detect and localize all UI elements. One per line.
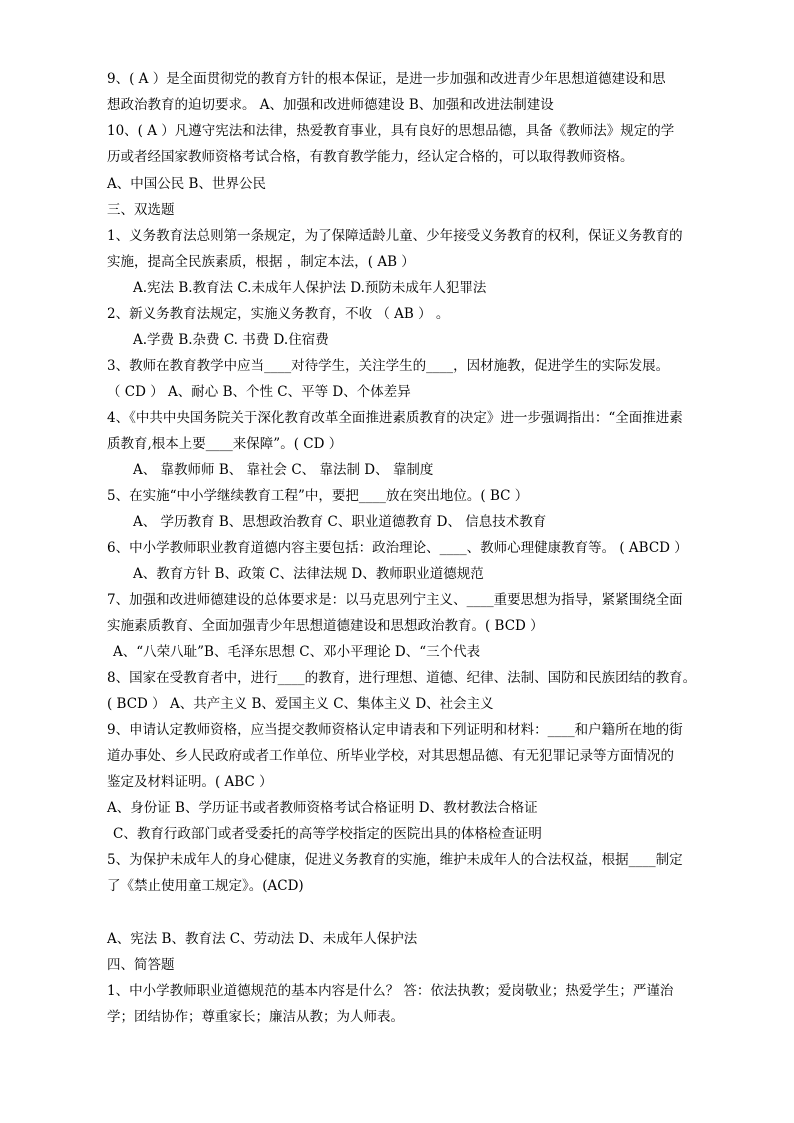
dq4-options: A、 靠教师师 B、 靠社会 C、 靠法制 D、 靠制度 (133, 462, 434, 478)
sa1-line1: 1、中小学教师职业道德规范的基本内容是什么？ 答：依法执教；爱岗敬业；热爱学生；严谨治 (107, 983, 674, 999)
dq3-options: （ CD ） A、耐心 B、个性 C、平等 D、个体差异 (107, 384, 411, 400)
dq9-line2: 道办事处、乡人民政府或者工作单位、所毕业学校，对其思想品德、有无犯罪记录等方面情况的 (107, 748, 674, 764)
dq2-line1: 2、新义务教育法规定，实施义务教育，不收 （ AB ） 。 (107, 306, 450, 322)
dq4-line1: 4、《中共中央国务院关于深化教育改革全面推进素质教育的决定》进一步强调指出：“全面推进素 (107, 410, 683, 426)
dq3-line1: 3、教师在教育教学中应当____对待学生，关注学生的____，因材施教，促进学生的实际发展。 (107, 358, 670, 374)
dq4-line2: 质教育,根本上要____来保障”。( CD ） (107, 436, 343, 452)
dq1-options: A.宪法 B.教育法 C.未成年人保护法 D.预防未成年人犯罪法 (133, 280, 487, 296)
dq9-options-1: A、身份证 B、学历证书或者教师资格考试合格证明 D、教材教法合格证 (107, 800, 538, 816)
dq7-line2: 实施素质教育、全面加强青少年思想道德建设和思想政治教育。( BCD ） (107, 618, 544, 634)
dq7-options: A、“八荣八耻”B、毛泽东思想 C、邓小平理论 D、“三个代表 (113, 644, 481, 660)
section-heading-double-choice: 三、双选题 (107, 202, 175, 218)
sa1-line2: 学；团结协作；尊重家长；廉洁从教；为人师表。 (107, 1009, 404, 1025)
dq9-options-2: C、教育行政部门或者受委托的高等学校指定的医院出具的体格检查证明 (113, 826, 542, 842)
dq5b-options: A、宪法 B、教育法 C、劳动法 D、未成年人保护法 (107, 931, 418, 947)
q9-line1: 9、( A ）是全面贯彻党的教育方针的根本保证，是进一步加强和改进青少年思想道德建设和思 (107, 71, 666, 87)
dq7-line1: 7、加强和改进师德建设的总体要求是：以马克思列宁主义、____重要思想为指导，紧紧围绕全面 (107, 592, 683, 608)
dq6-options: A、教育方针 B、政策 C、法律法规 D、教师职业道德规范 (133, 566, 484, 582)
section-heading-short-answer: 四、简答题 (107, 957, 175, 973)
q10-options: A、中国公民 B、世界公民 (107, 176, 266, 192)
dq5-line1: 5、在实施“中小学继续教育工程”中，要把____放在突出地位。( BC ） (107, 488, 529, 504)
dq8-options: ( BCD ） A、共产主义 B、爱国主义 C、集体主义 D、社会主义 (107, 696, 494, 712)
dq9-line1: 9、申请认定教师资格，应当提交教师资格认定申请表和下列证明和材料：____和户籍所在地的街 (107, 722, 683, 738)
q10-line2: 历或者经国家教师资格考试合格，有教育教学能力，经认定合格的，可以取得教师资格。 (107, 149, 634, 165)
dq5-options: A、 学历教育 B、思想政治教育 C、职业道德教育 D、 信息技术教育 (133, 514, 547, 530)
dq8-line1: 8、国家在受教育者中，进行____的教育，进行理想、道德、纪律、法制、国防和民族团结的教育。 (107, 670, 697, 686)
dq2-options: A.学费 B.杂费 C. 书费 D.住宿费 (133, 332, 329, 348)
q10-line1: 10、( A ）凡遵守宪法和法律，热爱教育事业，具有良好的思想品德，具备《教师法》规定的学 (107, 123, 675, 139)
dq1-line1: 1、义务教育法总则第一条规定，为了保障适龄儿童、少年接受义务教育的权利，保证义务教育的 (107, 228, 683, 244)
dq5b-line1: 5、为保护未成年人的身心健康，促进义务教育的实施，维护未成年人的合法权益，根据____制定 (107, 852, 683, 868)
dq6-line1: 6、中小学教师职业教育道德内容主要包括：政治理论、____、教师心理健康教育等。 ( ABCD ） (107, 540, 688, 556)
q9-line2: 想政治教育的迫切要求。 A、加强和改进师德建设 B、加强和改进法制建设 (107, 97, 554, 113)
dq5b-line2: 了《禁止使用童工规定》。(ACD) (107, 878, 304, 894)
dq9-line3: 鉴定及材料证明。( ABC ） (107, 774, 273, 790)
dq1-line2: 实施，提高全民族素质，根据 ，制定本法，( AB ） (107, 254, 415, 270)
